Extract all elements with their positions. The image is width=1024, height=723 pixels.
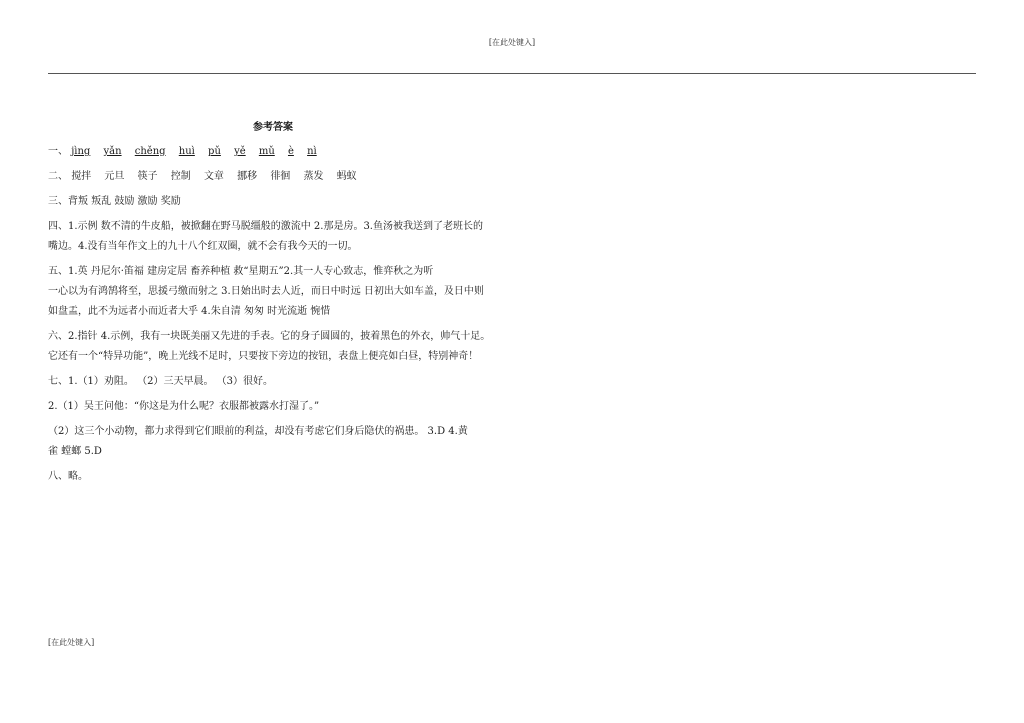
header-divider: [48, 73, 976, 74]
answer-q4: [48, 217, 518, 257]
q6-line: 六、2.指针 4.示例，我有一块既美丽又先进的手表。它的身子圆圆的，披着黑色的外衣，帅气十足。: [48, 331, 491, 342]
q4-line: 嘴边。4.没有当年作文上的九十八个红双圈，就不会有我今天的一切。: [48, 241, 358, 252]
q7-line: 雀 螳螂 5.D: [48, 446, 102, 457]
pinyin-item: è: [287, 146, 294, 157]
word-item: 徘徊: [270, 171, 291, 182]
answer-q8: 八、略。: [48, 471, 88, 482]
answer-q6: [48, 327, 518, 367]
answer-q5: [48, 262, 518, 322]
answer-q7: [48, 372, 518, 462]
word-item: 元旦: [104, 171, 125, 182]
answer-q2: [48, 167, 518, 187]
word-item: 控制: [170, 171, 191, 182]
word-item: 挪移: [237, 171, 258, 182]
footer-placeholder: [在此处键入]: [48, 638, 95, 647]
q7-line: 2.（1）吴王问他：“你这是为什么呢？衣服都被露水打湿了。”: [48, 401, 320, 412]
answer-q3: 三、背叛 叛乱 鼓励 激励 奖励: [48, 196, 181, 207]
header-placeholder: [在此处键入]: [488, 38, 536, 47]
word-item: 筷子: [137, 171, 158, 182]
answer-q1: [48, 142, 518, 162]
q2-prefix: 二、: [48, 171, 68, 182]
q7-line: （2）这三个小动物，都力求得到它们眼前的利益，却没有考虑它们身后隐伏的祸患。 3.D 4.黄: [48, 426, 468, 437]
word-item: 蒸发: [303, 171, 324, 182]
page-title: 参考答案: [253, 122, 293, 133]
q7-line: 七、1.（1）劝阻。 （2）三天早晨。 （3）很好。: [48, 376, 273, 387]
word-item: 搅拌: [71, 171, 92, 182]
pinyin-item: huì: [178, 146, 195, 157]
pinyin-item: pǔ: [208, 146, 221, 157]
q5-line: 一心以为有鸿鹄将至，思援弓缴而射之 3.日始出时去人近，而日中时远 日初出大如车盖，及日中则: [48, 286, 484, 297]
q4-line: 四、1.示例 数不清的牛皮船，被掀翻在野马脱缰般的激流中 2.那是房。3.鱼汤被我送到了老班长的: [48, 221, 483, 232]
pinyin-item: nì: [307, 146, 317, 157]
answer-section: [48, 118, 518, 487]
q1-prefix: 一、: [48, 146, 68, 157]
q6-line: 它还有一个“特异功能”，晚上光线不足时，只要按下旁边的按钮，表盘上便亮如白昼，特别神奇！: [48, 351, 479, 362]
pinyin-item: yǎn: [103, 146, 122, 157]
pinyin-item: yě: [234, 146, 246, 157]
pinyin-item: jìng: [71, 146, 91, 157]
pinyin-item: mǔ: [258, 146, 275, 157]
q5-line: 五、1.英 丹尼尔·笛福 建房定居 畜养种植 救“星期五”2.其一人专心致志，惟弈秋之为听: [48, 266, 434, 277]
pinyin-item: chěng: [134, 146, 166, 157]
word-item: 蚂蚁: [336, 171, 357, 182]
word-item: 文章: [203, 171, 224, 182]
q5-line: 如盘盂，此不为远者小而近者大乎 4.朱自清 匆匆 时光流逝 惋惜: [48, 306, 331, 317]
